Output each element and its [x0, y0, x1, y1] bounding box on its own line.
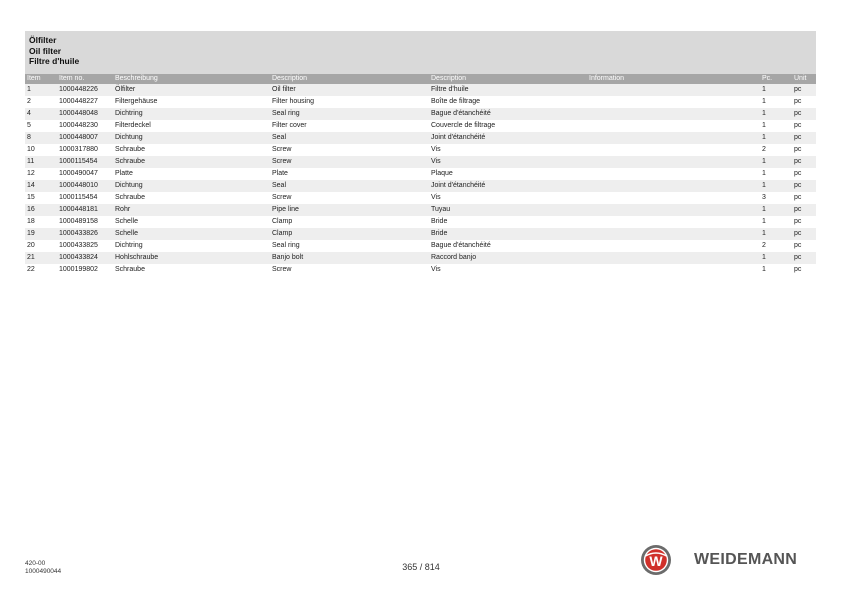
cell-unit: pc	[792, 228, 816, 240]
table-row	[25, 192, 816, 204]
table-row	[25, 108, 816, 120]
table-row	[25, 228, 816, 240]
cell-item: 5	[27, 122, 31, 129]
cell-description-fr: Tuyau	[429, 204, 587, 216]
parts-table-body	[25, 84, 816, 276]
cell-information	[587, 84, 760, 96]
brand-name: WEIDEMANN	[694, 551, 798, 568]
cell-item-no: 1000448227	[59, 98, 98, 105]
cell-unit: pc	[794, 242, 802, 249]
cell-beschreibung: Schraube	[115, 194, 145, 201]
table-row	[25, 120, 816, 132]
table-row	[25, 144, 816, 156]
cell-item: 19	[25, 228, 57, 240]
cell-unit: pc	[792, 204, 816, 216]
cell-description-en: Screw	[270, 156, 429, 168]
cell-pc: 1	[760, 204, 792, 216]
cell-description-en: Filter cover	[272, 122, 307, 129]
cell-pc: 1	[762, 218, 766, 225]
cell-description-fr: Vis	[429, 156, 587, 168]
cell-item: 8	[25, 132, 57, 144]
cell-beschreibung: Ölfilter	[113, 84, 270, 96]
cell-item-no: 1000433825	[59, 242, 98, 249]
cell-description-fr: Bride	[429, 228, 587, 240]
cell-item-no: 1000448181	[57, 204, 113, 216]
col-header-information: Information	[587, 74, 760, 84]
cell-description-en: Seal ring	[270, 108, 429, 120]
cell-pc: 1	[760, 156, 792, 168]
cell-information	[587, 180, 760, 192]
cell-description-en: Pipe line	[270, 204, 429, 216]
cell-description-en: Screw	[272, 266, 292, 273]
cell-description-fr: Boîte de filtrage	[431, 98, 481, 105]
cell-description-en: Banjo bolt	[270, 252, 429, 264]
cell-description-fr: Vis	[431, 146, 441, 153]
cell-unit: pc	[792, 252, 816, 264]
cell-item-no: 1000199802	[59, 266, 98, 273]
col-header-pc: Pc.	[760, 74, 792, 84]
cell-description-en: Seal	[270, 180, 429, 192]
cell-item: 21	[25, 252, 57, 264]
cell-item-no: 1000490047	[59, 170, 98, 177]
table-row	[25, 240, 816, 252]
cell-pc: 3	[762, 194, 766, 201]
cell-pc: 1	[760, 84, 792, 96]
cell-item: 15	[27, 194, 35, 201]
cell-description-en: Plate	[272, 170, 288, 177]
cell-beschreibung: Schelle	[115, 218, 138, 225]
cell-item: 12	[27, 170, 35, 177]
cell-unit: pc	[794, 98, 802, 105]
cell-pc: 1	[762, 266, 766, 273]
cell-item-no: 1000115454	[59, 194, 98, 201]
cell-item: 14	[25, 180, 57, 192]
cell-information	[587, 216, 760, 228]
cell-unit: pc	[792, 108, 816, 120]
table-row	[25, 168, 816, 180]
cell-description-en: Screw	[272, 146, 292, 153]
cell-beschreibung: Dichtung	[113, 132, 270, 144]
cell-item-no: 1000433826	[57, 228, 113, 240]
cell-pc: 1	[762, 122, 766, 129]
cell-description-fr: Joint d'étanchéité	[429, 180, 587, 192]
cell-description-en: Oil filter	[270, 84, 429, 96]
cell-item-no: 1000448010	[57, 180, 113, 192]
footer-code: 420-00	[25, 560, 46, 567]
cell-description-en: Seal	[270, 132, 429, 144]
cell-description-fr: Filtre d'huile	[429, 84, 587, 96]
cell-beschreibung: Schelle	[113, 228, 270, 240]
cell-item-no: 1000448226	[57, 84, 113, 96]
cell-unit: pc	[794, 218, 802, 225]
cell-description-en: Screw	[272, 194, 292, 201]
cell-information	[587, 156, 760, 168]
cell-item: 20	[27, 242, 35, 249]
cell-item-no: 1000448007	[57, 132, 113, 144]
cell-unit: pc	[794, 146, 802, 153]
cell-description-fr: Couvercle de filtrage	[431, 122, 496, 129]
cell-unit: pc	[792, 132, 816, 144]
cell-beschreibung: Schraube	[115, 266, 145, 273]
cell-item-no: 1000115454	[57, 156, 113, 168]
cell-unit: pc	[792, 84, 816, 96]
parts-table	[25, 74, 816, 276]
cell-item-no: 1000448048	[57, 108, 113, 120]
cell-unit: pc	[792, 156, 816, 168]
cell-beschreibung: Schraube	[115, 146, 145, 153]
cell-information	[587, 96, 760, 108]
cell-pc: 2	[762, 242, 766, 249]
cell-pc: 2	[762, 146, 766, 153]
col-header-item-no: Item no.	[57, 74, 113, 84]
col-header-item: Item	[25, 74, 57, 84]
cell-information	[587, 168, 760, 180]
cell-pc: 1	[760, 228, 792, 240]
cell-information	[587, 228, 760, 240]
cell-unit: pc	[794, 194, 802, 201]
page-number: 365 / 814	[402, 562, 440, 572]
cell-information	[587, 240, 760, 252]
cell-item-no: 1000317880	[59, 146, 98, 153]
cell-information	[587, 204, 760, 216]
cell-description-fr: Joint d'étanchéité	[429, 132, 587, 144]
title-english: Oil filter	[29, 45, 62, 56]
cell-item-no: 1000448230	[59, 122, 98, 129]
cell-unit: pc	[794, 122, 802, 129]
table-row	[25, 252, 816, 264]
cell-pc: 1	[760, 252, 792, 264]
cell-description-en: Seal ring	[272, 242, 300, 249]
table-row	[25, 96, 816, 108]
cell-information	[587, 144, 760, 156]
cell-item: 1	[25, 84, 57, 96]
col-header-unit: Unit	[792, 74, 816, 84]
cell-item-no: 1000489158	[59, 218, 98, 225]
cell-pc: 1	[762, 98, 766, 105]
cell-description-fr: Plaque	[431, 170, 453, 177]
cell-beschreibung: Dichtung	[113, 180, 270, 192]
cell-item: 2	[27, 98, 31, 105]
cell-description-en: Clamp	[270, 228, 429, 240]
cell-description-fr: Bride	[431, 218, 448, 225]
page-title-block	[25, 31, 816, 74]
cell-beschreibung: Filtergehäuse	[115, 98, 158, 105]
cell-unit: pc	[794, 170, 802, 177]
cell-pc: 1	[760, 108, 792, 120]
table-row	[25, 204, 816, 216]
weidemann-logo-icon	[640, 544, 672, 576]
title-german: Ölfilter	[29, 35, 57, 45]
cell-item: 22	[27, 266, 35, 273]
cell-unit: pc	[792, 180, 816, 192]
cell-item: 11	[25, 156, 57, 168]
cell-description-fr: Bague d'étanchéité	[431, 242, 491, 249]
col-header-description-fr: Description	[429, 74, 587, 84]
cell-item: 18	[27, 218, 35, 225]
cell-pc: 1	[760, 132, 792, 144]
cell-beschreibung: Platte	[115, 170, 133, 177]
table-row	[25, 132, 816, 144]
cell-pc: 1	[760, 180, 792, 192]
col-header-beschreibung: Beschreibung	[113, 74, 270, 84]
cell-item: 10	[27, 146, 35, 153]
title-french: Filtre d'huile	[29, 56, 80, 66]
cell-information	[587, 252, 760, 264]
cell-description-en: Clamp	[272, 218, 293, 225]
table-row	[25, 216, 816, 228]
cell-description-fr: Vis	[431, 266, 441, 273]
table-row	[25, 180, 816, 192]
cell-unit: pc	[794, 266, 802, 273]
cell-beschreibung: Rohr	[113, 204, 270, 216]
cell-pc: 1	[762, 170, 766, 177]
cell-description-fr: Bague d'étanchéité	[429, 108, 587, 120]
footer-doc-number: 1000490044	[25, 568, 62, 575]
cell-description-en: Filter housing	[272, 98, 315, 105]
cell-beschreibung: Dichtring	[113, 108, 270, 120]
table-row	[25, 156, 816, 168]
cell-beschreibung: Dichtring	[115, 242, 143, 249]
table-row	[25, 264, 816, 276]
cell-item: 4	[25, 108, 57, 120]
cell-information	[587, 132, 760, 144]
cell-information	[587, 120, 760, 132]
cell-item: 16	[25, 204, 57, 216]
cell-description-fr: Raccord banjo	[429, 252, 587, 264]
cell-beschreibung: Filterdeckel	[115, 122, 151, 129]
cell-beschreibung: Schraube	[113, 156, 270, 168]
cell-information	[587, 108, 760, 120]
cell-beschreibung: Hohlschraube	[113, 252, 270, 264]
col-header-description-en: Description	[270, 74, 429, 84]
logo-letter: W	[649, 553, 663, 569]
table-row	[25, 84, 816, 96]
cell-item-no: 1000433824	[57, 252, 113, 264]
table-header-row	[25, 74, 816, 84]
cell-information	[587, 264, 760, 276]
cell-description-fr: Vis	[431, 194, 441, 201]
cell-information	[587, 192, 760, 204]
